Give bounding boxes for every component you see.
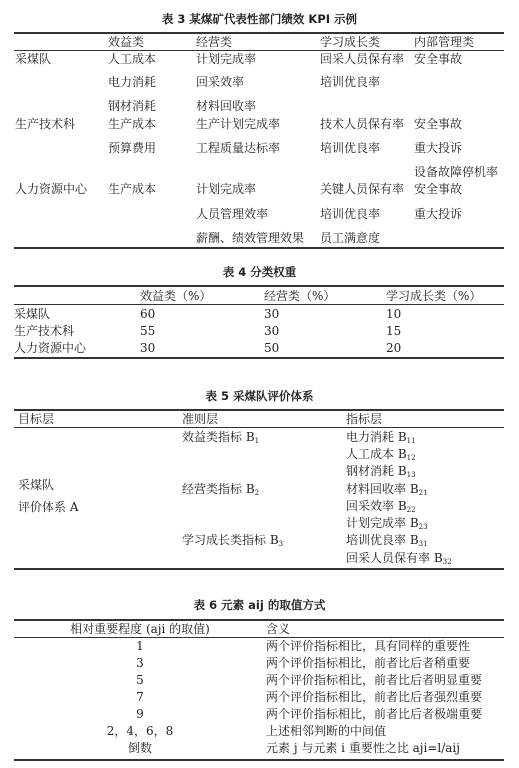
- table3-cell: 计划完成率: [196, 52, 257, 66]
- table6-value: 5: [136, 673, 144, 687]
- table6-value: 7: [136, 690, 144, 704]
- table3-cell: 工程质量达标率: [196, 141, 281, 155]
- table3-cell: 薪酬、绩效管理效果: [196, 231, 305, 245]
- table5-indicator: [346, 482, 428, 496]
- table5-criterion-sub: 3: [278, 540, 284, 548]
- table5-target-line: 采煤队: [18, 478, 55, 492]
- table5-indicator-sub: 23: [418, 523, 428, 531]
- table5-header-target: 目标层: [18, 412, 55, 426]
- table6-value: 1: [136, 639, 144, 653]
- table5-criterion-label: 效益类指标 B: [182, 430, 255, 444]
- table3-header-efficiency: 效益类: [108, 35, 145, 49]
- table5-criterion: [182, 430, 259, 444]
- table6-meaning: 两个评价指标相比，前者比后者稍重要: [266, 656, 471, 670]
- table3-cell: 钢材消耗: [108, 99, 157, 113]
- table5-criterion: [182, 533, 283, 547]
- table6-meaning: 元素 j 与元素 i 重要性之比 aji=l/aij: [266, 741, 460, 755]
- table5-indicator-sub: 31: [418, 540, 428, 548]
- table3-bottom-rule: [14, 247, 504, 249]
- table5-indicator: [346, 447, 416, 461]
- table3-cell: 人员管理效率: [196, 207, 269, 221]
- table5-indicator-label: 电力消耗 B: [346, 430, 407, 444]
- table5-indicator-sub: 22: [406, 506, 416, 514]
- table6-meaning: 两个评价指标相比，具有同样的重要性: [266, 639, 471, 653]
- table3-cell: 关键人员保有率: [320, 182, 405, 196]
- table5-indicator-sub: 12: [406, 454, 416, 462]
- table4-header: 经营类（%）: [264, 289, 336, 303]
- table3-top-rule: [14, 32, 504, 34]
- table5-header-criteria: 准则层: [182, 412, 219, 426]
- table6-meaning: 两个评价指标相比，前者比后者强烈重要: [266, 690, 483, 704]
- table3-dept-name: 采煤队: [15, 52, 52, 66]
- table4-caption: 表 4 分类权重: [222, 265, 297, 279]
- table3-cell: 安全事故: [414, 117, 463, 131]
- table5-criterion-label: 学习成长类指标 B: [182, 533, 279, 547]
- table4-top-rule: [14, 285, 504, 287]
- table6-value: 9: [136, 707, 144, 721]
- table6-value: 3: [136, 656, 144, 670]
- table6-meaning: 上述相邻判断的中间值: [266, 724, 387, 738]
- table5-indicator-label: 培训优良率 B: [346, 533, 419, 547]
- table3-cell: 预算费用: [108, 141, 157, 155]
- table5-indicator-label: 回采人员保有率 B: [346, 551, 443, 565]
- table3-cell: 设备故障停机率: [414, 165, 499, 179]
- table5-indicator: [346, 430, 416, 444]
- table4-header-rule: [14, 304, 504, 305]
- table5-target-line: 评价体系 A: [18, 500, 79, 514]
- table3-cell: 生产成本: [108, 182, 157, 196]
- table5-indicator-label: 人工成本 B: [346, 447, 407, 461]
- table4-cell: 30: [264, 324, 280, 338]
- table6-top-rule: [14, 619, 504, 621]
- table4-row-name: 采煤队: [14, 307, 51, 321]
- table3-cell: 安全事故: [414, 52, 463, 66]
- table5-header-rule: [14, 427, 504, 428]
- table5-indicator-sub: 21: [418, 489, 428, 497]
- table3-cell: 材料回收率: [196, 99, 257, 113]
- table4-row-name: 人力资源中心: [14, 341, 87, 355]
- table3-cell: 人工成本: [108, 52, 157, 66]
- table4-cell: 20: [386, 341, 402, 355]
- table3-cell: 回采人员保有率: [320, 52, 405, 66]
- table6-value: 倒数: [127, 741, 152, 755]
- table3-cell: 培训优良率: [320, 75, 381, 89]
- table5-header-indicator: 指标层: [346, 412, 383, 426]
- table3-cell: 电力消耗: [108, 75, 157, 89]
- table3-cell: 培训优良率: [320, 141, 381, 155]
- table5-indicator-sub: 13: [406, 471, 416, 479]
- table6-value: 2，4，6，8: [106, 724, 174, 738]
- table4-row-name: 生产技术科: [14, 324, 75, 338]
- table4-header: 效益类（%）: [140, 289, 212, 303]
- table3-header-operation: 经营类: [196, 35, 233, 49]
- table6-bottom-rule: [14, 759, 504, 761]
- table5-indicator: [346, 464, 416, 478]
- table5-criterion-sub: 1: [254, 437, 260, 445]
- table6-meaning: 两个评价指标相比，前者比后者明显重要: [266, 673, 483, 687]
- table3-caption: 表 3 某煤矿代表性部门绩效 KPI 示例: [161, 12, 358, 26]
- table4-header: 学习成长类（%）: [386, 289, 482, 303]
- table3-cell: 生产计划完成率: [196, 117, 281, 131]
- table5-bottom-rule: [14, 568, 504, 570]
- table6-caption: 表 6 元素 aij 的取值方式: [193, 598, 326, 612]
- table3-cell: 培训优良率: [320, 207, 381, 221]
- table3-cell: 计划完成率: [196, 182, 257, 196]
- table6-header-value: 相对重要程度 (aji 的取值): [70, 622, 210, 636]
- table3-cell: 安全事故: [414, 182, 463, 196]
- table3-header-management: 内部管理类: [414, 35, 475, 49]
- table3-cell: 重大投诉: [414, 141, 463, 155]
- table4-cell: 10: [386, 307, 402, 321]
- table5-indicator-label: 回采效率 B: [346, 499, 407, 513]
- table5-indicator-label: 钢材消耗 B: [346, 464, 407, 478]
- table5-top-rule: [14, 409, 504, 411]
- table5-indicator-label: 计划完成率 B: [346, 516, 419, 530]
- table4-cell: 30: [140, 341, 156, 355]
- table5-indicator: [346, 551, 452, 565]
- table3-dept-name: 生产技术科: [15, 117, 76, 131]
- table3-cell: 重大投诉: [414, 207, 463, 221]
- table5-indicator-sub: 32: [442, 558, 452, 566]
- table5-indicator: [346, 533, 428, 547]
- table4-cell: 50: [264, 341, 280, 355]
- table3-cell: 技术人员保有率: [320, 117, 405, 131]
- table3-header-rule: [14, 50, 504, 51]
- table3-dept-name: 人力资源中心: [15, 182, 88, 196]
- table3-header-learning: 学习成长类: [320, 35, 381, 49]
- table4-cell: 30: [264, 307, 280, 321]
- table5-criterion: [182, 482, 259, 496]
- table5-criterion-sub: 2: [254, 489, 260, 497]
- table4-cell: 15: [386, 324, 402, 338]
- table3-cell: 回采效率: [196, 75, 245, 89]
- table4-cell: 55: [140, 324, 156, 338]
- table6-meaning: 两个评价指标相比，前者比后者极端重要: [266, 707, 483, 721]
- table5-indicator: [346, 499, 416, 513]
- table5-indicator-label: 材料回收率 B: [346, 482, 419, 496]
- table5-criterion-label: 经营类指标 B: [182, 482, 255, 496]
- table6-header-rule: [14, 637, 504, 638]
- table6-header-meaning: 含义: [266, 622, 291, 636]
- table3-cell: 生产成本: [108, 117, 157, 131]
- table5-indicator: [346, 516, 428, 530]
- table5-caption: 表 5 采煤队评价体系: [205, 389, 314, 403]
- table3-cell: 员工满意度: [320, 231, 381, 245]
- table4-cell: 60: [140, 307, 156, 321]
- table4-bottom-rule: [14, 357, 504, 359]
- table5-indicator-sub: 11: [406, 437, 416, 445]
